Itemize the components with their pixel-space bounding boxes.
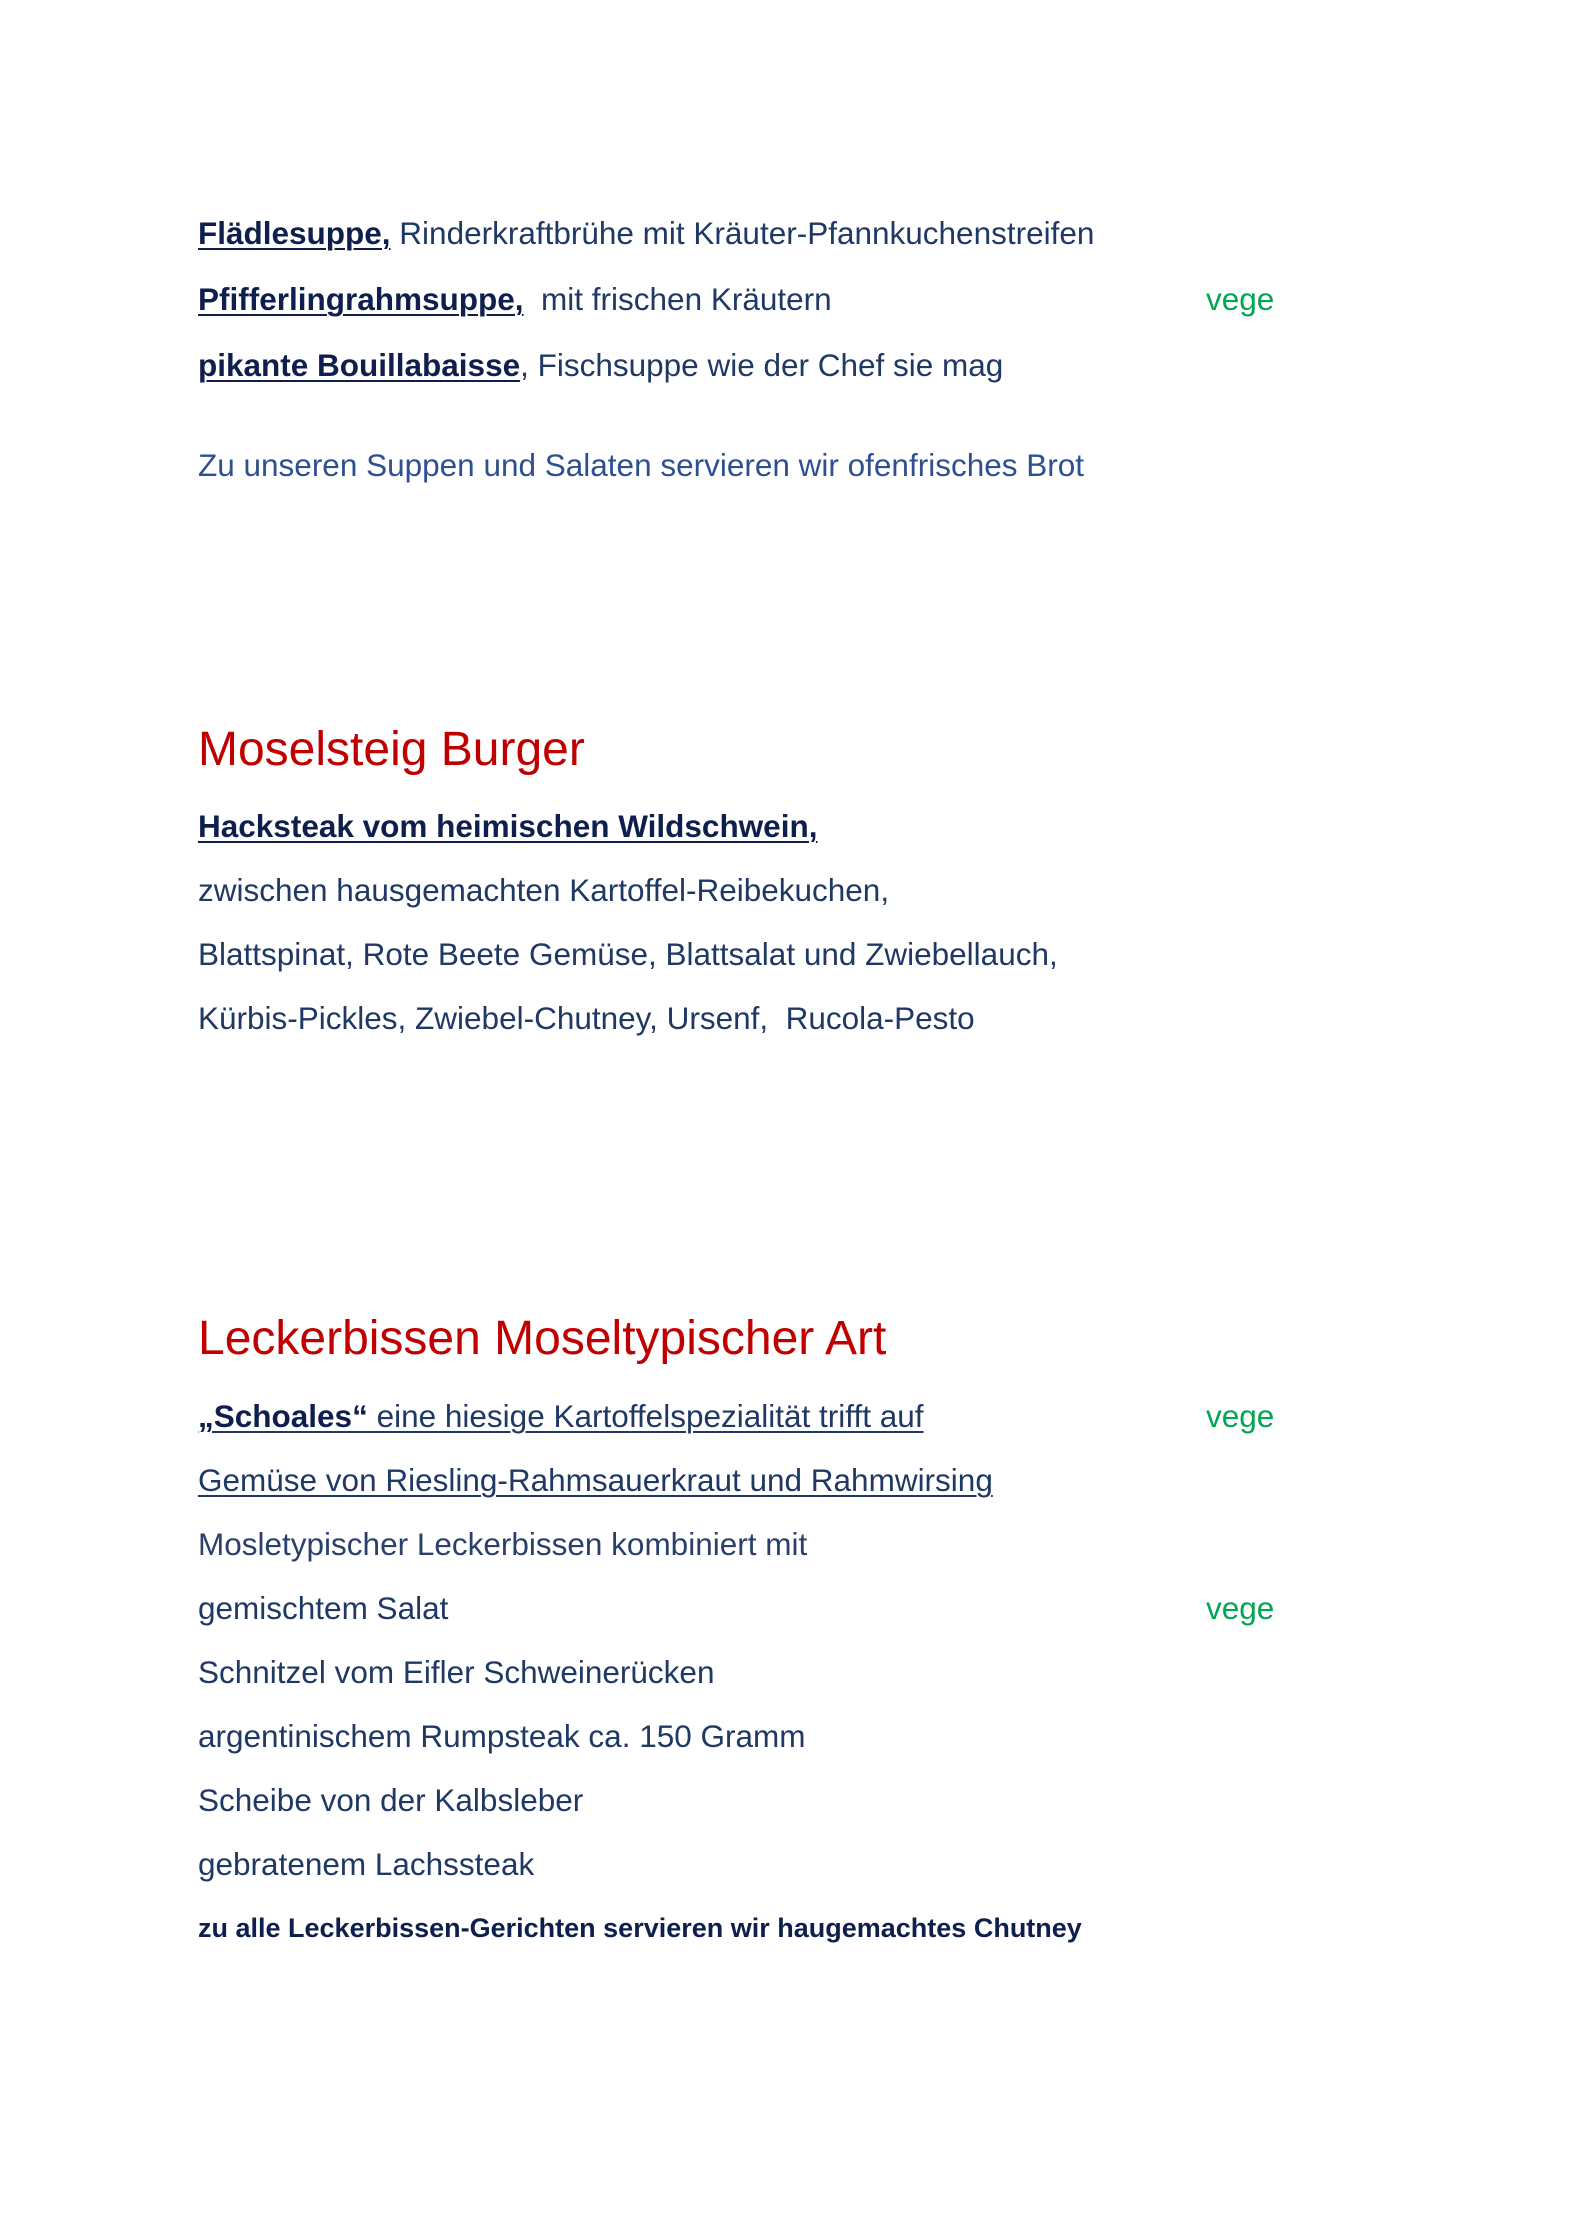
combo-option: Scheibe von der Kalbsleber <box>198 1782 584 1818</box>
burger-title: Hacksteak vom heimischen Wildschwein, <box>198 808 818 844</box>
section-heading-leckerbissen: Leckerbissen Moseltypischer Art <box>198 1312 887 1365</box>
combo-option: gemischtem Salat <box>198 1590 449 1626</box>
soup-name: Pfifferlingrahmsuppe, <box>198 281 524 317</box>
schoales-description: eine hiesige Kartoffelspezialität trifft auf <box>367 1398 924 1434</box>
soup-description: mit frischen Kräutern <box>523 281 832 317</box>
soup-description: Rinderkraftbrühe mit Kräuter-Pfannkuchenstreifen <box>390 215 1095 251</box>
combo-intro: Mosletypischer Leckerbissen kombiniert mit <box>198 1526 808 1562</box>
combo-option: gebratenem Lachssteak <box>198 1846 535 1882</box>
burger-desc-line: zwischen hausgemachten Kartoffel-Reibekuchen, <box>198 872 890 908</box>
schoales-line <box>198 1398 924 1434</box>
soup-name: pikante Bouillabaisse <box>198 347 521 383</box>
chutney-note: zu alle Leckerbissen-Gerichten servieren wir haugemachtes Chutney <box>198 1913 1082 1943</box>
vege-tag: vege <box>1206 1398 1275 1434</box>
burger-desc-line: Blattspinat, Rote Beete Gemüse, Blattsalat und Zwiebellauch, <box>198 936 1058 972</box>
schoales-line-2: Gemüse von Riesling-Rahmsauerkraut und Rahmwirsing <box>198 1462 993 1498</box>
soup-item-fladlesuppe <box>198 215 1095 251</box>
soup-name: Flädlesuppe, <box>198 215 391 251</box>
soup-item-bouillabaisse <box>198 347 1004 383</box>
section-heading-burger: Moselsteig Burger <box>198 723 585 776</box>
soup-description: , Fischsuppe wie der Chef sie mag <box>520 347 1004 383</box>
vege-tag: vege <box>1206 1590 1275 1626</box>
burger-desc-line: Kürbis-Pickles, Zwiebel-Chutney, Ursenf, Rucola-Pesto <box>198 1000 975 1036</box>
combo-option: argentinischem Rumpsteak ca. 150 Gramm <box>198 1718 806 1754</box>
vege-tag: vege <box>1206 281 1275 317</box>
schoales-name: „Schoales“ <box>198 1398 368 1434</box>
combo-option: Schnitzel vom Eifler Schweinerücken <box>198 1654 715 1690</box>
soup-item-pfifferlingrahmsuppe <box>198 281 832 317</box>
soup-bread-note: Zu unseren Suppen und Salaten servieren wir ofenfrisches Brot <box>198 447 1084 483</box>
